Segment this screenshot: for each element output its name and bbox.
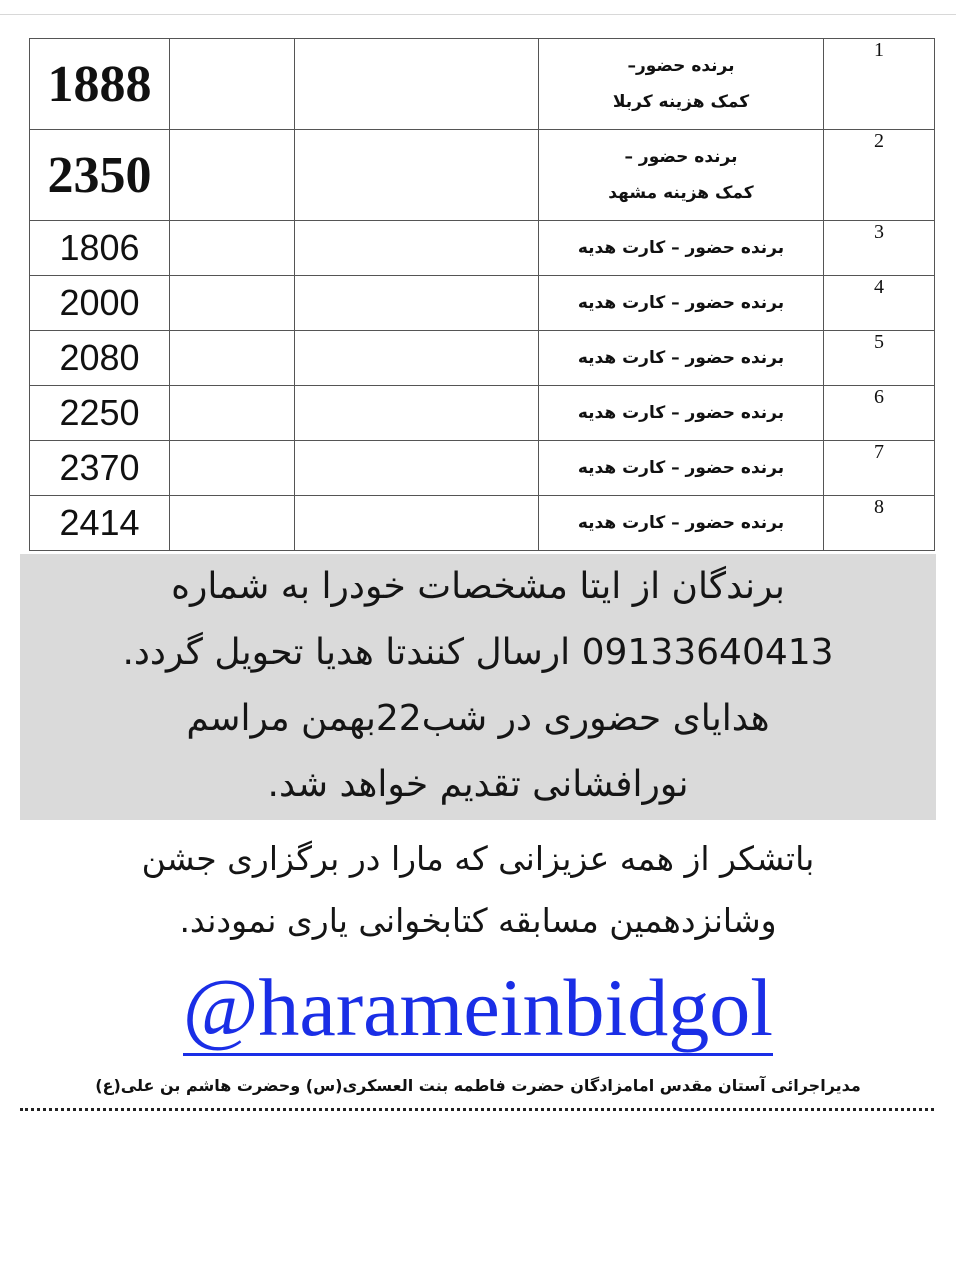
notice-line: نورافشانی تقدیم خواهد شد. [267,764,689,805]
prize-title: برنده حضور – [624,147,738,167]
prize-cell: برنده حضور – کارت هدیه [539,276,824,331]
code-cell [30,386,170,441]
notice-line: برندگان از ایتا مشخصات خودرا به شماره [171,566,785,607]
table-row [30,331,935,386]
empty-cell [170,39,295,130]
prize-detail: کمک هزینه کربلا [612,92,750,112]
empty-cell [295,496,539,551]
table-row [30,221,935,276]
code-cell [30,39,170,130]
thanks-message [20,828,936,952]
prize-cell [539,130,824,221]
code-cell [30,130,170,221]
empty-cell [295,386,539,441]
code-cell [30,441,170,496]
code-cell [30,221,170,276]
row-index: 7 [824,441,935,496]
prize-cell: برنده حضور – کارت هدیه [539,221,824,276]
row-index: 8 [824,496,935,551]
top-divider [0,14,956,15]
row-index: 2 [824,130,935,221]
notice-line: هدایای حضوری در شب22بهمن مراسم [186,698,770,739]
channel-handle-link[interactable]: @harameinbidgol [183,962,773,1056]
prize-cell: برنده حضور – کارت هدیه [539,331,824,386]
empty-cell [170,130,295,221]
table-row [30,130,935,221]
thanks-line: وشانزدهمین مسابقه کتابخوانی یاری نمودند. [179,901,777,940]
winner-code: 2250 [59,392,140,433]
channel-handle [0,958,956,1058]
prize-cell: برنده حضور – کارت هدیه [539,496,824,551]
winner-code: 2370 [59,447,140,488]
row-index: 4 [824,276,935,331]
winner-code: 2000 [59,282,140,323]
empty-cell [170,331,295,386]
code-cell [30,276,170,331]
code-cell [30,496,170,551]
empty-cell [295,39,539,130]
winner-code: 2414 [59,502,140,543]
winner-code: 1888 [47,55,152,113]
row-index: 5 [824,331,935,386]
empty-cell [170,221,295,276]
prize-title: برنده حضور– [627,56,735,76]
thanks-line: باتشکر از همه عزیزانی که مارا در برگزاری جشن [141,839,815,878]
table-row [30,441,935,496]
empty-cell [295,331,539,386]
winners-table [29,38,935,551]
dotted-divider [20,1108,934,1111]
table-row [30,496,935,551]
winner-code: 2080 [59,337,140,378]
table-row [30,276,935,331]
prize-cell: برنده حضور – کارت هدیه [539,441,824,496]
footer-signature: مدیراجرائی آستان مقدس امامزادگان حضرت فاطمه بنت العسکری(س) وحضرت هاشم بن علی(ع) [95,1076,861,1095]
empty-cell [295,441,539,496]
winner-code: 1806 [59,227,140,268]
empty-cell [170,276,295,331]
row-index: 6 [824,386,935,441]
empty-cell [295,276,539,331]
prize-cell: برنده حضور – کارت هدیه [539,386,824,441]
empty-cell [295,221,539,276]
empty-cell [170,496,295,551]
winner-code: 2350 [47,146,152,204]
row-index: 3 [824,221,935,276]
row-index: 1 [824,39,935,130]
table-row [30,386,935,441]
empty-cell [170,386,295,441]
code-cell [30,331,170,386]
winners-notice [20,554,936,820]
empty-cell [295,130,539,221]
empty-cell [170,441,295,496]
notice-line: 09133640413 ارسال کنندتا هدیا تحویل گردد. [122,632,834,673]
table-row [30,39,935,130]
prize-detail: کمک هزینه مشهد [608,183,754,203]
prize-cell [539,39,824,130]
